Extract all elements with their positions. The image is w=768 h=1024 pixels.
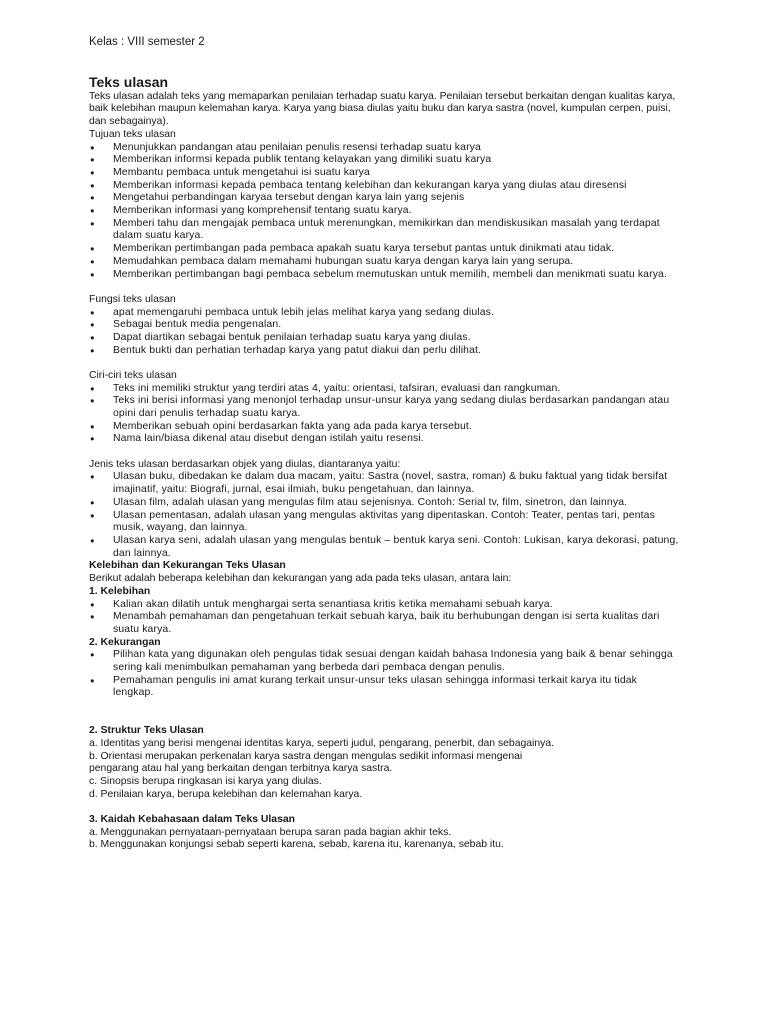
list-item: ● Memudahkan pembaca dalam memahami hubungan suatu karya dengan karya lain yang serupa. [89,256,679,269]
list-item: ● Sebagai bentuk media pengenalan. [89,319,679,332]
jenis-label: Jenis teks ulasan berdasarkan objek yang diulas, diantaranya yaitu: [89,458,401,470]
list-item: ● Menambah pemahaman dan pengetahuan terkait sebuah karya, baik itu berhubungan dengan isi serta kualitas dari suatu karya. [89,611,679,636]
struktur-line: c. Sinopsis berupa ringkasan isi karya yang diulas. [89,775,322,787]
list-item: ● Ulasan pementasan, adalah ulasan yang mengulas aktivitas yang dipentaskan. Contoh: Teater, pentas tari, pentas musik, wayang, dan lainnya. [89,510,679,535]
kelebihan-list [89,599,679,637]
list-item: ● Memberikan pertimbangan pada pembaca apakah suatu karya tersebut pantas untuk dinikmati atau tidak. [89,243,679,256]
list-item: ● Memberikan pertimbangan bagi pembaca sebelum memutuskan untuk memilih, membeli dan menikmati suatu karya. [89,269,679,282]
kekurangan-label: 2. Kekurangan [89,636,161,648]
tujuan-list [89,142,679,282]
document-title: Teks ulasan [89,73,169,90]
kaidah-line: b. Menggunakan konjungsi sebab seperti karena, sebab, karena itu, karenanya, sebab itu. [89,839,504,851]
list-item: ● Pilihan kata yang digunakan oleh pengulas tidak sesuai dengan kaidah bahasa Indonesia yang baik & benar sehingga sering kali menimbulkan pemahaman yang berbeda dari pembaca dengan penulis. [89,649,679,674]
kekurangan-list [89,649,679,700]
list-item: ● apat memengaruhi pembaca untuk lebih jelas melihat karya yang sedang diulas. [89,307,679,320]
struktur-line: d. Penilaian karya, berupa kelebihan dan kelemahan karya. [89,788,363,800]
list-item: ● Mengetahui perbandingan karyaa tersebut dengan karya lain yang sejenis [89,192,679,205]
list-item: ● Nama lain/biasa dikenal atau disebut dengan istilah yaitu resensi. [89,433,679,446]
list-item: ● Memberikan sebuah opini berdasarkan fakta yang ada pada karya tersebut. [89,421,679,434]
kelebihan-kekurangan-heading: Kelebihan dan Kekurangan Teks Ulasan [89,560,286,572]
ciri-label: Ciri-ciri teks ulasan [89,369,177,381]
struktur-line: b. Orientasi merupakan perkenalan karya sastra dengan mengulas sedikit informasi mengenai [89,750,523,762]
fungsi-label: Fungsi teks ulasan [89,293,176,305]
list-item: ● Teks ini berisi informasi yang menonjol terhadap unsur-unsur karya yang sedang diulas berdasarkan pandangan atau opini dari penulis terhadap suatu karya. [89,395,679,420]
class-label: Kelas : VIII semester 2 [89,36,205,48]
list-item: ● Memberi tahu dan mengajak pembaca untuk merenungkan, memikirkan dan mendiskusikan masalah yang terdapat dalam suatu karya. [89,218,679,243]
struktur-heading: 2. Struktur Teks Ulasan [89,725,204,737]
list-item: ● Membantu pembaca untuk mengetahui isi suatu karya [89,167,679,180]
document-page [89,36,679,852]
list-item: ● Memberikan informasi yang komprehensif tentang suatu karya. [89,205,679,218]
fungsi-list [89,307,679,358]
kaidah-heading: 3. Kaidah Kebahasaan dalam Teks Ulasan [89,813,295,825]
list-item: ● Ulasan film, adalah ulasan yang mengulas film atau sejenisnya. Contoh: Serial tv, film, sinetron, dan lainnya. [89,497,679,510]
kelebihan-label: 1. Kelebihan [89,585,151,597]
list-item: ● Teks ini memiliki struktur yang terdiri atas 4, yaitu: orientasi, tafsiran, evaluasi dan rangkuman. [89,383,679,396]
list-item: ● Memberikan informasi kepada pembaca tentang kelebihan dan kekurangan karya yang diulas atau diresensi [89,180,679,193]
list-item: ● Memberikan informsi kepada publik tentang kelayakan yang dimiliki suatu karya [89,154,679,167]
kaidah-line: a. Menggunakan pernyataan-pernyataan berupa saran pada bagian akhir teks. [89,826,452,838]
list-item: ● Pemahaman pengulis ini amat kurang terkait unsur-unsur teks ulasan sehingga informasi terkait karya itu tidak lengkap. [89,675,679,700]
list-item: ● Dapat diartikan sebagai bentuk penilaian terhadap suatu karya yang diulas. [89,332,679,345]
ciri-list [89,383,679,447]
struktur-line: a. Identitas yang berisi mengenai identitas karya, seperti judul, pengarang, penerbit, dan sebagainya. [89,737,554,749]
list-item: ● Bentuk bukti dan perhatian terhadap karya yang patut diakui dan perlu dilihat. [89,345,679,358]
kelebihan-kekurangan-intro: Berikut adalah beberapa kelebihan dan kekurangan yang ada pada teks ulasan, antara lain: [89,573,512,585]
tujuan-label: Tujuan teks ulasan [89,128,176,140]
list-item: ● Ulasan karya seni, adalah ulasan yang mengulas bentuk – bentuk karya seni. Contoh: Lukisan, karya dekorasi, patung, dan lainnya. [89,535,679,560]
struktur-line: pengarang atau hal yang berkaitan dengan terbitnya karya sastra. [89,763,393,775]
jenis-list [89,471,679,560]
list-item: ● Kalian akan dilatih untuk menghargai serta senantiasa kritis ketika memahami sebuah karya. [89,599,679,612]
list-item: ● Menunjukkan pandangan atau penilaian penulis resensi terhadap suatu karya [89,142,679,155]
intro-paragraph: Teks ulasan adalah teks yang memaparkan penilaian terhadap suatu karya. Penilaian tersebut berkaitan dengan kualitas karya, baik kelebihan maupun kelemahan karya. Karya yang biasa diulas yaitu buku dan karya sastra (novel, kumpulan cerpen, puisi, dan sebagainya). [89,90,676,128]
list-item: ● Ulasan buku, dibedakan ke dalam dua macam, yaitu: Sastra (novel, sastra, roman) & buku faktual yang tidak bersifat imajinatif, yaitu: Biografi, jurnal, esai ilmiah, buku pengetahuan, dan lainnya. [89,471,679,496]
